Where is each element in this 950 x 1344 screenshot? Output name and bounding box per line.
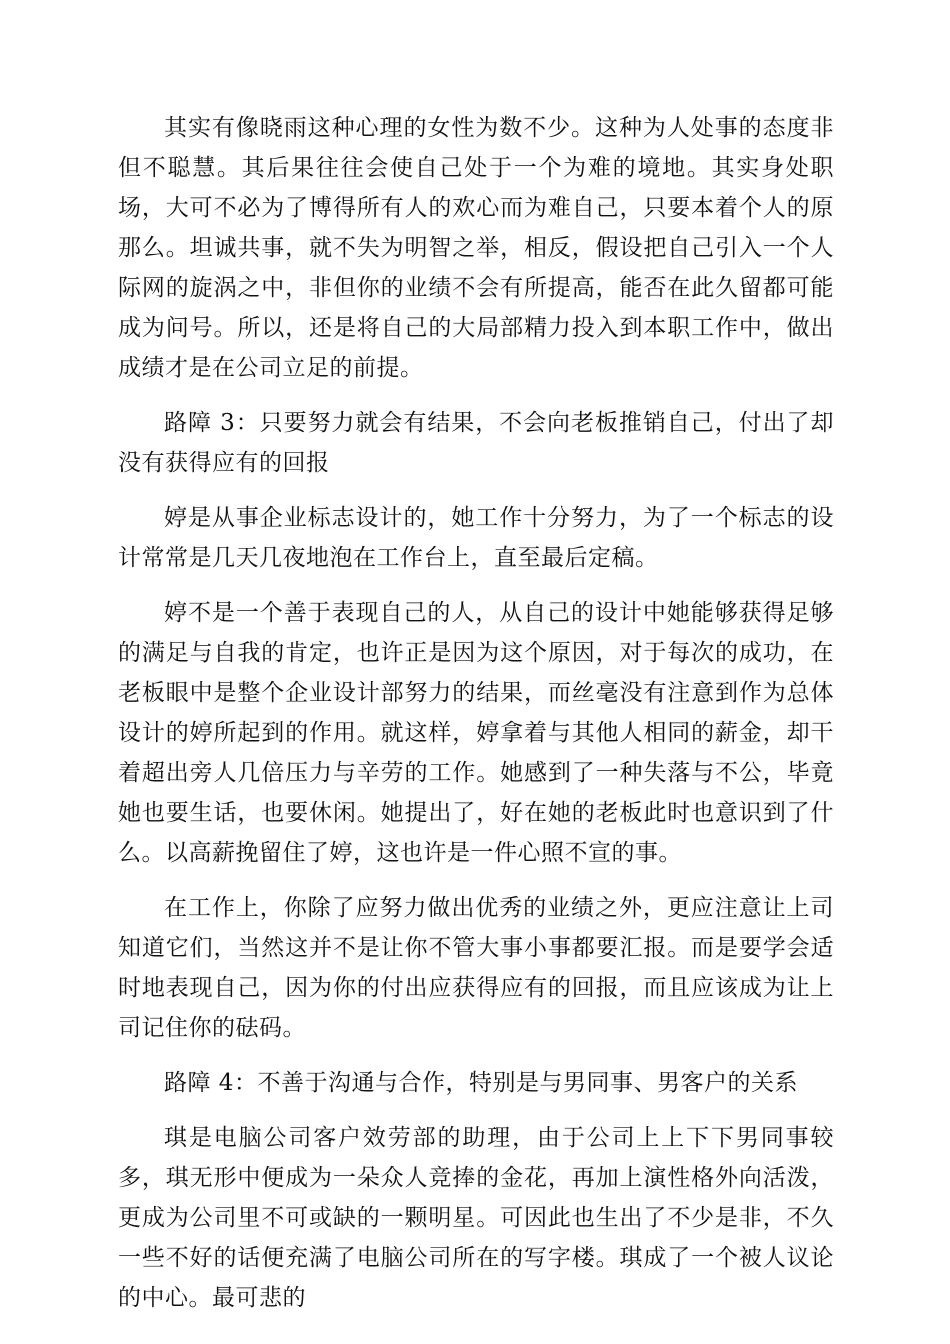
paragraph-qi-story: 琪是电脑公司客户效劳部的助理，由于公司上上下下男同事较多，琪无形中便成为一朵众人竞捧的金花，再加上演性格外向活泼，更成为公司里不可或缺的一颗明星。可因此也生出了不少是非，不久一些不好的话便充满了电脑公司所在的写字楼。琪成了一个被人议论的中心。最可悲的 bbox=[118, 1125, 834, 1311]
paragraph-xiaoyu-analysis: 其实有像晓雨这种心理的女性为数不少。这种为人处事的态度非但不聪慧。其后果往往会使自己处于一个为难的境地。其实身处职场，大可不必为了博得所有人的欢心而为难自己，只要本着个人的原那么。坦诚共事，就不失为明智之举，相反，假设把自己引入一个人际网的旋涡之中，非但你的业绩不会有所提高，能否在此久留都可能成为问号。所以，还是将自己的大局部精力投入到本职工作中，做出成绩才是在公司立足的前提。 bbox=[118, 115, 834, 381]
paragraph-ting-story: 婷不是一个善于表现自己的人，从自己的设计中她能够获得足够的满足与自我的肯定，也许正是因为这个原因，对于每次的成功，在老板眼中是整个企业设计部努力的结果，而丝毫没有注意到作为总体设计的婷所起到的作用。就这样，婷拿着与其他人相同的薪金，却干着超出旁人几倍压力与辛劳的工作。她感到了一种失落与不公，毕竟她也要生话，也要休闲。她提出了，好在她的老板此时也意识到了什么。以高薪挽留住了婷，这也许是一件心照不宣的事。 bbox=[118, 600, 834, 866]
paragraph-work-advice: 在工作上，你除了应努力做出优秀的业绩之外，更应注意让上司知道它们，当然这并不是让你不管大事小事都要汇报。而是要学会适时地表现自己，因为你的付出应获得应有的回报，而且应该成为让上司记住你的砝码。 bbox=[118, 895, 834, 1041]
document-page bbox=[118, 108, 834, 1333]
section-heading-roadblock-4: 路障 4：不善于沟通与合作，特别是与男同事、男客户的关系 bbox=[164, 1070, 798, 1096]
section-heading-roadblock-3: 路障 3：只要努力就会有结果，不会向老板推销自己，付出了却没有获得应有的回报 bbox=[118, 410, 834, 476]
paragraph-ting-intro: 婷是从事企业标志设计的，她工作十分努力，为了一个标志的设计常常是几天几夜地泡在工作台上，直至最后定稿。 bbox=[118, 505, 834, 571]
